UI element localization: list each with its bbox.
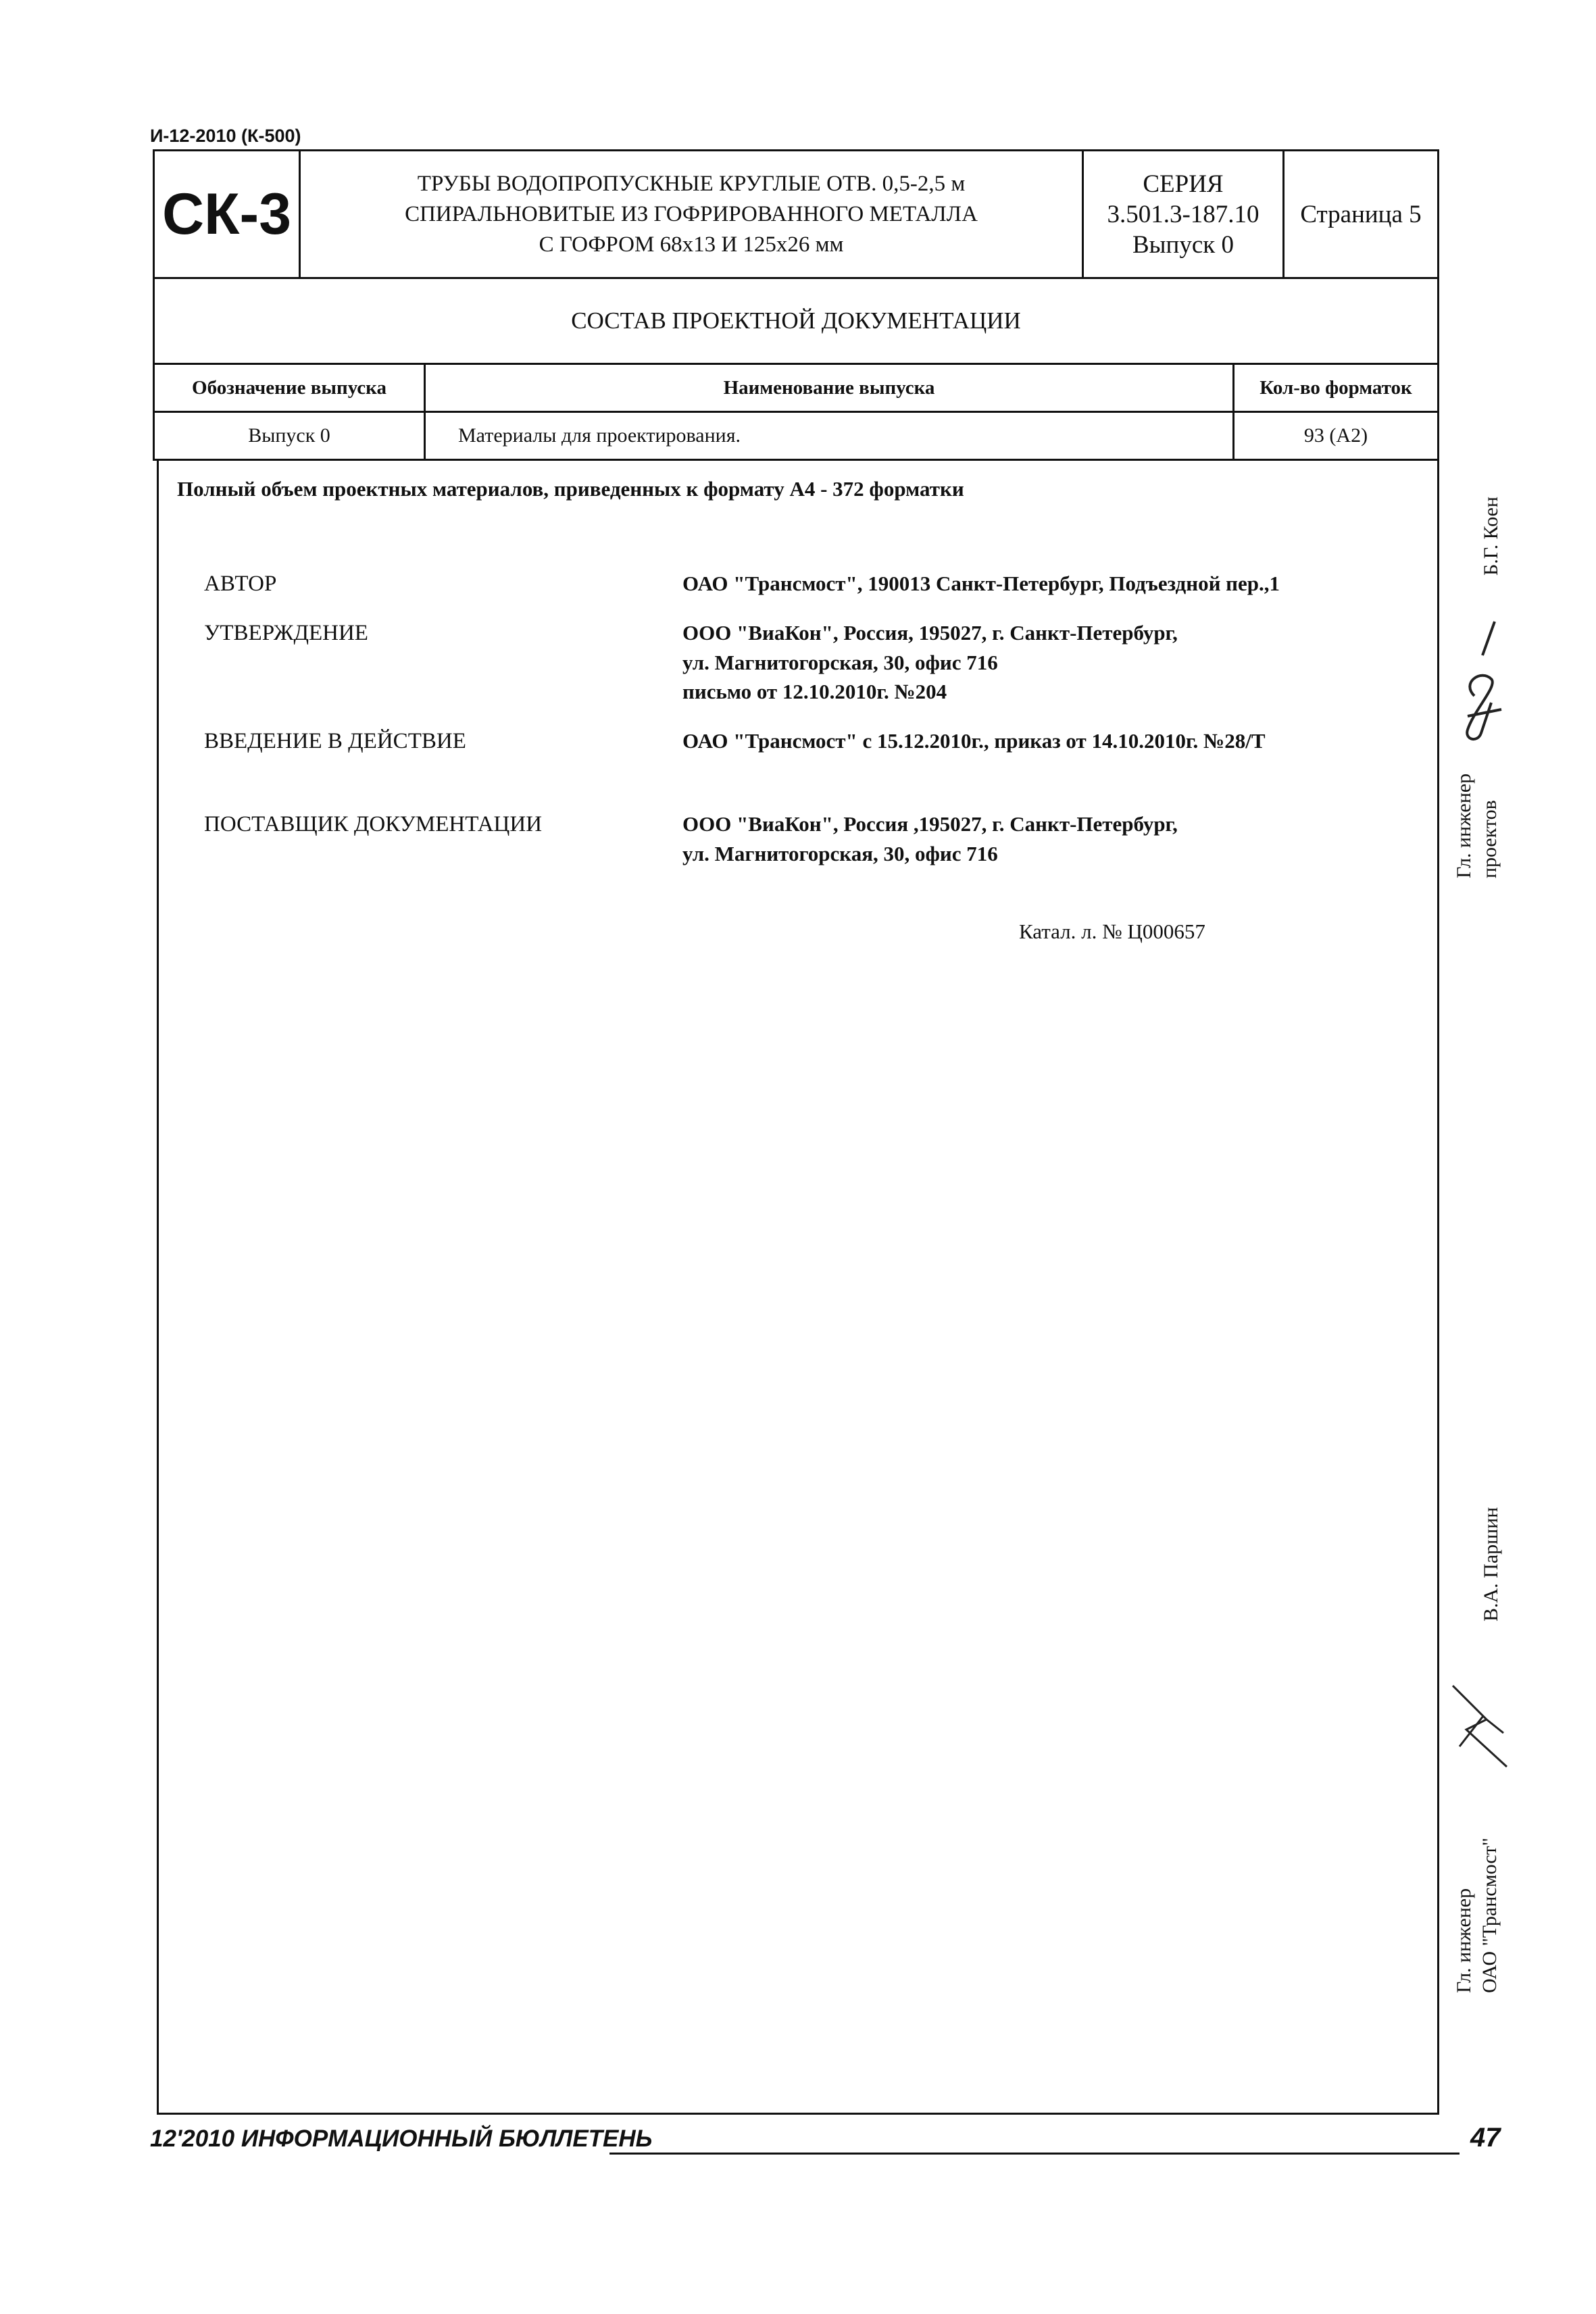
header-code: СК-3 [153,149,301,279]
signature-role-1 [1451,774,1503,878]
signature-role-2-line-2: ОАО "Трансмост" [1478,1837,1501,1993]
signature-role-1-line-2: проектов [1478,800,1501,878]
document-code: И-12-2010 (К-500) [150,126,301,146]
signature-role-1-line-1: Гл. инженер [1453,773,1475,878]
entry-value-author-1: ОАО "Трансмост", 190013 Санкт-Петербург, Подъездной пер.,1 [682,572,1280,595]
signature-role-2 [1451,1838,1503,1993]
entry-label-author: АВТОР [204,572,277,596]
entry-value-supplier-1: ООО "ВиаКон", Россия ,195027, г. Санкт-Петербург, [682,812,1178,836]
entry-label-supplier: ПОСТАВЩИК ДОКУМЕНТАЦИИ [204,812,543,836]
header-title [299,149,1084,279]
section-title: СОСТАВ ПРОЕКТНОЙ ДОКУМЕНТАЦИИ [153,277,1439,365]
title-line-1: ТРУБЫ ВОДОПРОПУСКНЫЕ КРУГЛЫЕ ОТВ. 0,5-2,5 м [417,171,966,196]
signature-mark-2 [1446,1679,1520,1774]
table-row-count: 93 (А2) [1232,411,1439,461]
entry-value-approval-3: письмо от 12.10.2010г. №204 [682,680,947,703]
entry-value-enactment-1: ОАО "Трансмост" с 15.12.2010г., приказ от 14.10.2010г. №28/Т [682,729,1266,753]
entry-value-approval-2: ул. Магнитогорская, 30, офис 716 [682,651,998,674]
table-row-designation: Выпуск 0 [153,411,426,461]
table-row-name: Материалы для проектирования. [424,411,1235,461]
entry-value-approval-1: ООО "ВиаКон", Россия, 195027, г. Санкт-Петербург, [682,621,1178,645]
header-page: Страница 5 [1282,149,1439,279]
entry-label-enactment: ВВЕДЕНИЕ В ДЕЙСТВИЕ [204,729,466,753]
series-number: 3.501.3-187.10 [1107,200,1260,228]
entry-value-supplier-2: ул. Магнитогорская, 30, офис 716 [682,842,998,865]
footer-rule [609,2153,1460,2155]
title-line-3: С ГОФРОМ 68х13 И 125х26 мм [539,232,844,257]
catalog-number: Катал. л. № Ц000657 [1019,920,1205,943]
footer-page-number: 47 [1470,2123,1501,2153]
table-header-designation: Обозначение выпуска [153,363,426,413]
signature-name-2: В.А. Паршин [1480,1507,1502,1621]
issue-label: Выпуск 0 [1132,230,1234,259]
main-body-frame [157,459,1439,2115]
table-header-count: Кол-во форматок [1232,363,1439,413]
header-series [1082,149,1285,279]
footer-bulletin: 12'2010 ИНФОРМАЦИОННЫЙ БЮЛЛЕТЕНЬ [150,2126,653,2152]
signature-mark-1 [1454,615,1508,757]
signature-name-1: Б.Г. Коен [1480,497,1502,576]
series-label: СЕРИЯ [1143,170,1224,198]
title-line-2: СПИРАЛЬНОВИТЫЕ ИЗ ГОФРИРОВАННОГО МЕТАЛЛА [405,201,978,226]
summary-text: Полный объем проектных материалов, приведенных к формату А4 - 372 форматки [177,477,964,501]
table-header-name: Наименование выпуска [424,363,1235,413]
entry-label-approval: УТВЕРЖДЕНИЕ [204,621,368,645]
signature-role-2-line-1: Гл. инженер [1453,1888,1475,1993]
